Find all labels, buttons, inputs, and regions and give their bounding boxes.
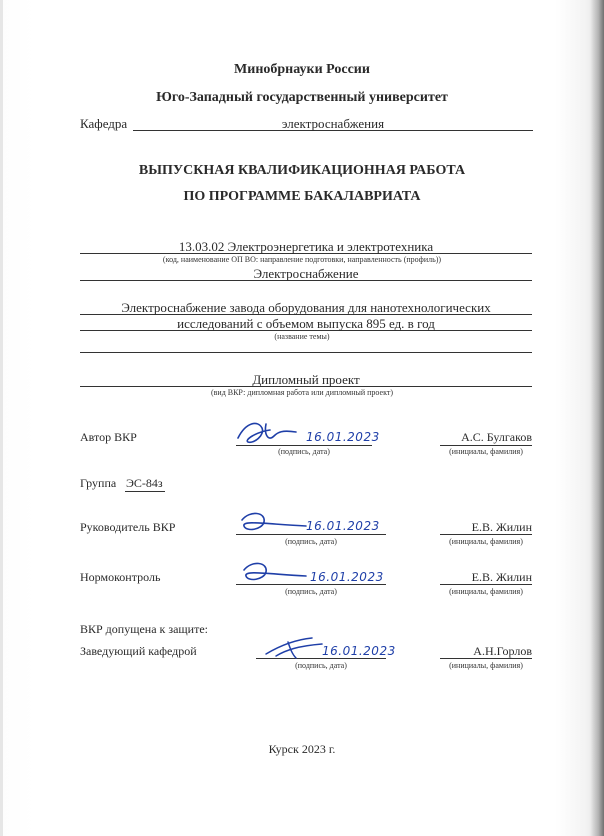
page-right-shadow xyxy=(590,0,604,836)
author-name: А.С. Булгаков xyxy=(461,430,532,444)
head-name: А.Н.Горлов xyxy=(473,644,532,658)
program-code-name: 13.03.02 Электроэнергетика и электротехника xyxy=(178,239,434,254)
topic-extra-line xyxy=(80,352,532,353)
group-line xyxy=(125,491,165,492)
page-left-edge xyxy=(0,0,3,836)
head-name-caption: (инициалы, фамилия) xyxy=(449,661,523,670)
author-label: Автор ВКР xyxy=(80,430,137,444)
topic-line1: Электроснабжение завода оборудования для нанотехнологических xyxy=(121,300,491,315)
group-value: ЭС-84з xyxy=(126,476,163,490)
normcontrol-date: 16.01.2023 xyxy=(310,570,384,584)
work-type-caption: (вид ВКР: дипломная работа или дипломный проект) xyxy=(210,388,394,397)
work-title-line1: ВЫПУСКНАЯ КВАЛИФИКАЦИОННАЯ РАБОТА xyxy=(138,163,466,178)
author-name-caption: (инициалы, фамилия) xyxy=(449,447,523,456)
normcontrol-name-caption: (инициалы, фамилия) xyxy=(449,587,523,596)
program-caption: (код, наименование ОП ВО: направление подготовки, направленность (профиль)) xyxy=(162,255,442,264)
group-label: Группа xyxy=(80,476,117,490)
head-sign-caption: (подпись, дата) xyxy=(295,661,347,670)
author-signature xyxy=(236,418,306,450)
supervisor-signature xyxy=(236,508,316,538)
supervisor-name: Е.В. Жилин xyxy=(471,520,532,534)
supervisor-name-caption: (инициалы, фамилия) xyxy=(449,537,523,546)
normcontrol-signature xyxy=(238,558,314,588)
author-name-line xyxy=(440,445,532,446)
normcontrol-label: Нормоконтроль xyxy=(80,570,161,584)
department-label: Кафедра xyxy=(80,116,128,131)
head-label: Заведующий кафедрой xyxy=(80,644,197,658)
author-date: 16.01.2023 xyxy=(306,430,380,444)
author-sign-caption: (подпись, дата) xyxy=(278,447,330,456)
supervisor-sign-caption: (подпись, дата) xyxy=(285,537,337,546)
work-title-line2: ПО ПРОГРАММЕ БАКАЛАВРИАТА xyxy=(183,189,421,204)
university-name: Юго-Западный государственный университет xyxy=(156,90,448,105)
head-date: 16.01.2023 xyxy=(322,644,396,658)
work-type-value: Дипломный проект xyxy=(252,372,360,387)
department-value: электроснабжения xyxy=(281,116,385,131)
supervisor-date: 16.01.2023 xyxy=(306,519,380,533)
program-profile: Электроснабжение xyxy=(253,266,359,281)
supervisor-label: Руководитель ВКР xyxy=(80,520,176,534)
topic-line2: исследований с объемом выпуска 895 ед. в год xyxy=(177,316,435,331)
normcontrol-name: Е.В. Жилин xyxy=(471,570,532,584)
city-year: Курск 2023 г. xyxy=(268,742,336,756)
admitted-label: ВКР допущена к защите: xyxy=(80,622,208,636)
topic-caption: (название темы) xyxy=(274,332,330,341)
ministry-name: Минобрнауки России xyxy=(234,62,370,77)
normcontrol-sign-caption: (подпись, дата) xyxy=(285,587,337,596)
